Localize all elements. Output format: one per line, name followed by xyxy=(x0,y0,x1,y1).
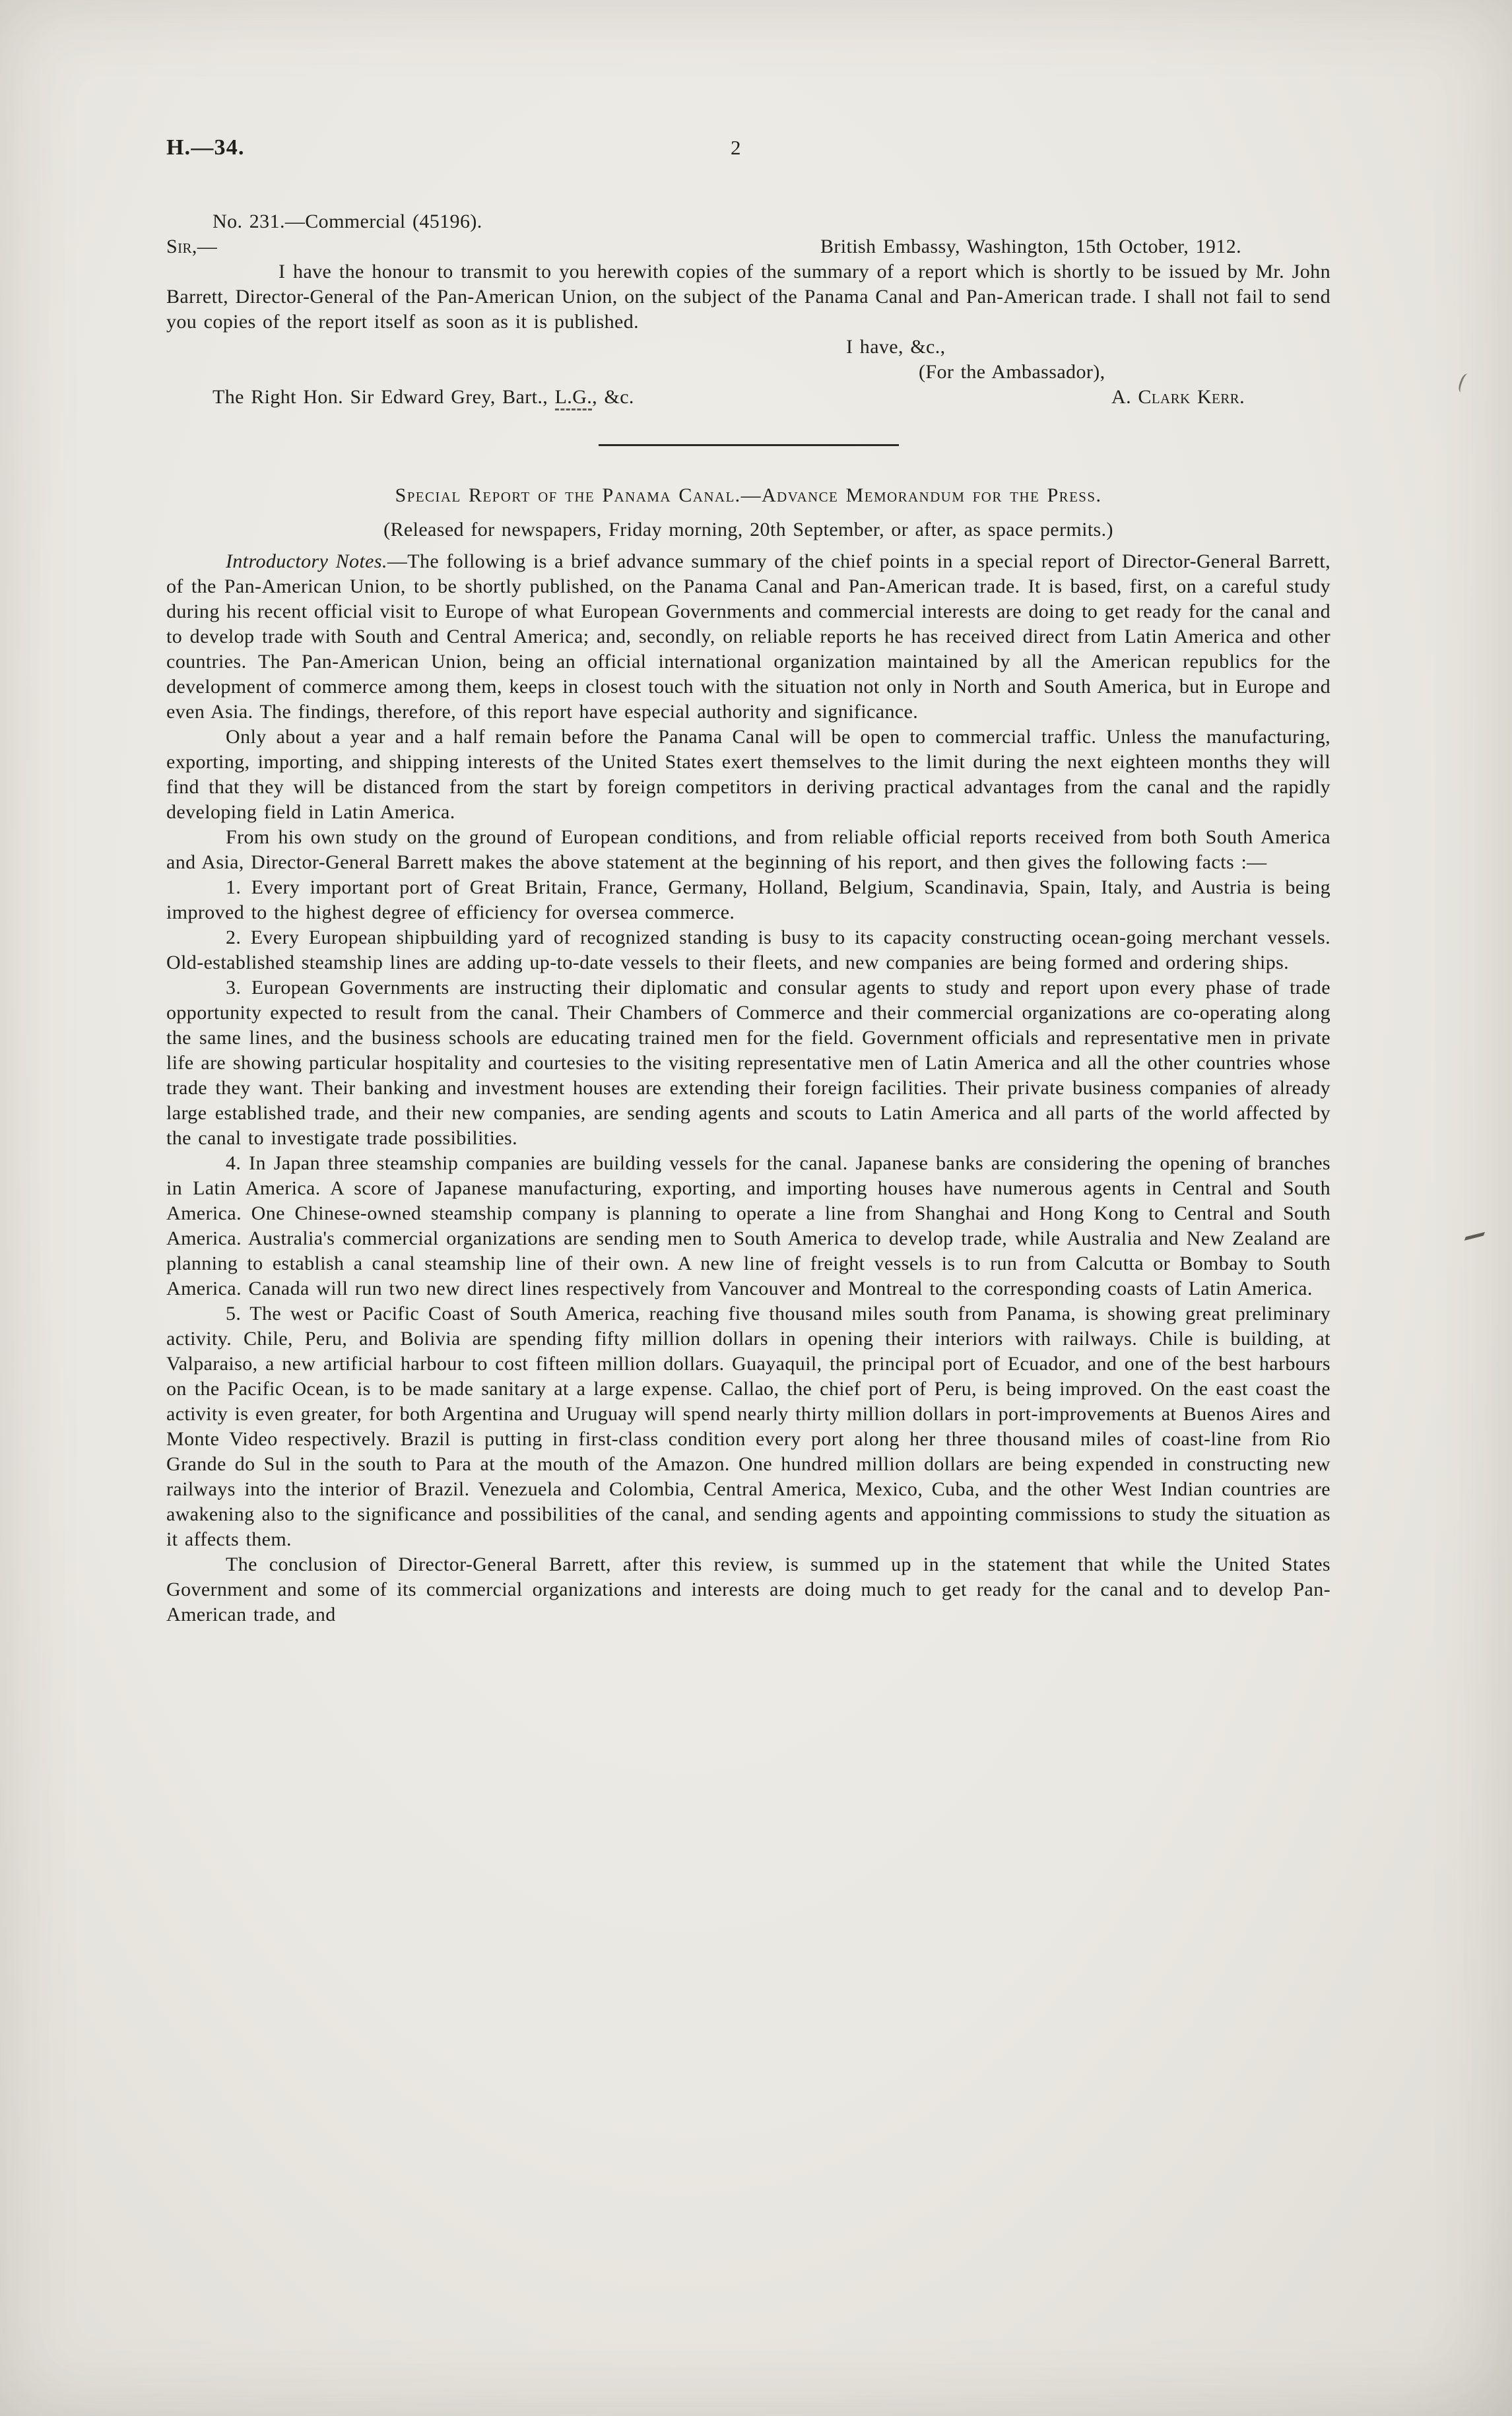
report-paragraph-item-3: 3. European Governments are instructing their diplomatic and consular agents to study and report upon every phase of trade opportunity expected to result from the canal. Their Chambers of Commerce and their commercial organizations are co-operating along the same lines, and the business schools are educating trained men for the field. Government officials and representative men in private life are showing particular hospitality and courtesies to the visiting representative men of Latin America and all the other countries whose trade they want. Their banking and investment houses are extending their foreign facilities. Their private business companies of already large established trade, and their new companies, are sending agents and scouts to Latin America and all parts of the world affected by the canal to investigate trade possibilities. xyxy=(166,977,1331,1149)
page-number: 2 xyxy=(731,136,741,159)
letter-dateline: British Embassy, Washington, 15th October, 1912. xyxy=(820,236,1241,257)
letter-section xyxy=(166,209,1331,410)
letter-valediction: I have, &c., xyxy=(846,336,946,358)
addressee-prefix: The Right Hon. Sir Edward Grey, Bart., xyxy=(213,386,555,408)
report-paragraph-item-5: 5. The west or Pacific Coast of South America, reaching five thousand miles south from Panama, is showing great preliminary activity. Chile, Peru, and Bolivia are spending fifty million dollars in opening their interiors with railways. Chile is building, at Valparaiso, a new artificial harbour to cost fifteen million dollars. Guayaquil, the principal port of Ecuador, and one of the best harbours on the Pacific Ocean, is to be made sanitary at a large expense. Callao, the chief port of Peru, is being improved. On the east coast the activity is even greater, for both Argentina and Uruguay will spend nearly thirty million dollars in port-improvements at Buenos Aires and Monte Video respectively. Brazil is putting in first-class condition every port along her three thousand miles of coast-line from Rio Grande do Sul in the south to Para at the mouth of the Amazon. One hundred million dollars are being expended in constructing new railways into the interior of Brazil. Venezuela and Colombia, Central America, Mexico, Cuba, and the other West Indian countries are awakening also to the significance and possibilities of the canal, and sending agents and appointing commissions to study the situation as it affects them. xyxy=(166,1303,1331,1550)
page-header xyxy=(166,135,1331,162)
salutation-line xyxy=(166,234,1331,259)
report-paragraph-item-1: 1. Every important port of Great Britain, France, Germany, Holland, Belgium, Scandinavia, Spain, Italy, and Austria is being improved to the highest degree of efficiency for oversea commerce. xyxy=(166,876,1331,923)
document-reference: H.—34. xyxy=(166,135,245,160)
pencil-mark xyxy=(1464,1223,1489,1241)
for-ambassador-line: (For the Ambassador), xyxy=(919,361,1105,383)
report-paragraph: From his own study on the ground of European conditions, and from reliable official reports received from both South America and Asia, Director-General Barrett makes the above statement at the beginning of his report, and then gives the following facts :— xyxy=(166,826,1331,873)
letter-body: I have the honour to transmit to you herewith copies of the summary of a report which is shortly to be issued by Mr. John Barrett, Director-General of the Pan-American Union, on the subject of the Panama Canal and Pan-American trade. I shall not fail to send you copies of the report itself as soon as it is published. xyxy=(166,261,1331,333)
report-section xyxy=(166,483,1331,1627)
intro-text: —The following is a brief advance summary of the chief points in a special report of Director-General Barrett, of the Pan-American Union, to be shortly published, on the Panama Canal and Pan-American trade. It is based, first, on a careful study during his recent official visit to Europe of what European Governments and commercial interests are doing to get ready for the canal and to develop trade with South and Central America; and, secondly, on reliable reports he has received direct from Latin America and other countries. The Pan-American Union, being an official international organization maintained by all the American republics for the development of commerce among them, keeps in closest touch with the situation not only in North and South America, but in Europe and even Asia. The findings, therefore, of this report have especial authority and significance. xyxy=(166,550,1331,723)
letter-signature: A. Clark Kerr. xyxy=(1111,386,1245,408)
report-paragraph-item-4: 4. In Japan three steamship companies are building vessels for the canal. Japanese banks are considering the opening of branches in Latin America. A score of Japanese manufacturing, exporting, and importing houses have numerous agents in Central and South America. One Chinese-owned steamship company is planning to operate a line from Shanghai and Hong Kong to Central and South America. Australia's commercial organizations are sending men to South America to develop trade, while Australia and New Zealand are planning to establish a canal steamship line of their own. A new line of freight vessels is to run from Calcutta or Bombay to South America. Canada will run two new direct lines respectively from Vancouver and Montreal to the corresponding coasts of Latin America. xyxy=(166,1152,1331,1299)
letter-salutation: Sir,— xyxy=(166,236,218,257)
letter-addressee xyxy=(213,385,634,410)
intro-label: Introductory Notes. xyxy=(226,550,387,572)
letter-number-line: No. 231.—Commercial (45196). xyxy=(213,211,482,232)
intro-paragraph xyxy=(166,549,1331,725)
report-heading: Special Report of the Panama Canal.—Advance Memorandum for the Press. xyxy=(395,484,1102,506)
report-paragraph-item-2: 2. Every European shipbuilding yard of recognized standing is busy to its capacity constructing ocean-going merchant vessels. Old-established steamship lines are adding up-to-date vessels to their fleets, and new companies are being formed and ordering ships. xyxy=(166,927,1331,973)
press-release-note: (Released for newspapers, Friday morning, 20th September, or after, as space permits.) xyxy=(383,519,1113,540)
pencil-mark xyxy=(1457,372,1472,394)
report-paragraph: Only about a year and a half remain before the Panama Canal will be open to commercial traffic. Unless the manufacturing, exporting, importing, and shipping interests of the United States exert themselves to the limit during the next eighteen months they will find that they will be distanced from the start by foreign competitors in deriving practical advantages from the canal and the rapidly developing field in Latin America. xyxy=(166,726,1331,823)
addressee-suffix: , &c. xyxy=(592,386,634,408)
pencil-underlined-initials: L.G. xyxy=(555,386,593,410)
addressee-line xyxy=(166,385,1331,410)
report-paragraph: The conclusion of Director-General Barrett, after this review, is summed up in the statement that while the United States Government and some of its commercial organizations and interests are doing much to get ready for the canal and to develop Pan-American trade, and xyxy=(166,1553,1331,1625)
section-divider-rule xyxy=(599,444,899,446)
